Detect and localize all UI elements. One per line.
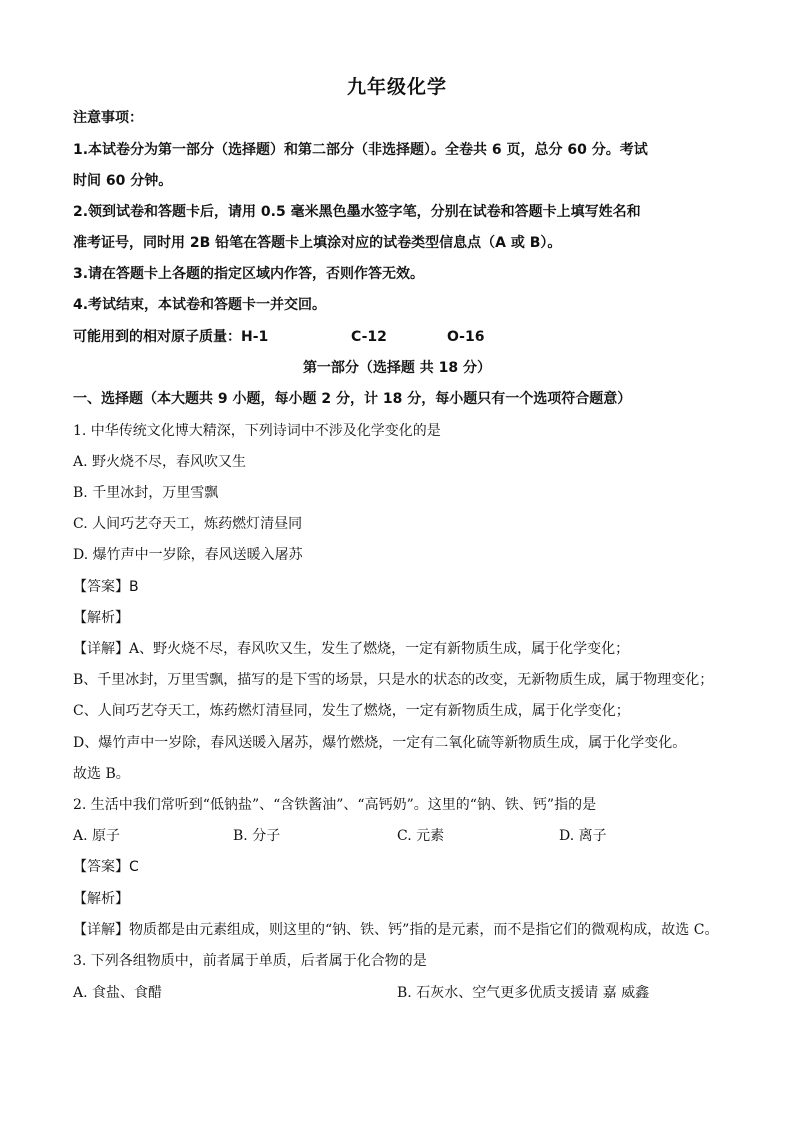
answer-tag: 【答案】: [73, 859, 129, 875]
atomic-mass-label: 可能用到的相对原子质量：H-1: [73, 329, 269, 345]
q1-detail: B、千里冰封，万里雪飘，描写的是下雪的场景，只是水的状态的改变，无新物质生成，属于物理变化；: [73, 672, 714, 688]
answer-value: B: [129, 579, 139, 595]
q3-option-a: A. 食盐、食醋: [73, 985, 163, 1001]
notice-item: 时间 60 分钟。: [73, 173, 173, 189]
q2-stem: 2. 生活中我们常听到“低钠盐”、“含铁酱油”、“高钙奶”。这里的“钠、铁、钙”指的是: [73, 797, 597, 813]
part1-heading: 第一部分（选择题 共 18 分）: [302, 360, 492, 376]
q3-stem: 3. 下列各组物质中，前者属于单质，后者属于化合物的是: [73, 953, 427, 969]
q2-option-d: D. 离子: [559, 828, 607, 844]
q2-detail: 【详解】物质都是由元素组成，则这里的“钠、铁、钙”指的是元素，而不是指它们的微观构成，故选 C。: [73, 922, 719, 938]
q1-detail: 故选 B。: [73, 766, 130, 782]
notice-item: 1.本试卷分为第一部分（选择题）和第二部分（非选择题）。全卷共 6 页，总分 60 分。考试: [73, 142, 648, 158]
q1-detail: 【详解】A、野火烧不尽，春风吹又生，发生了燃烧，一定有新物质生成，属于化学变化；: [73, 641, 630, 657]
atomic-mass-c: C-12: [351, 329, 387, 345]
q2-option-c: C. 元素: [397, 828, 445, 844]
q1-stem: 1. 中华传统文化博大精深，下列诗词中不涉及化学变化的是: [73, 423, 441, 439]
q1-option-c: C. 人间巧艺夺天工，炼药燃灯清昼同: [73, 516, 303, 532]
q2-option-b: B. 分子: [233, 828, 281, 844]
q1-detail: D、爆竹声中一岁除，春风送暖入屠苏，爆竹燃烧，一定有二氧化硫等新物质生成，属于化学变化。: [73, 735, 687, 751]
q3-option-b: B. 石灰水、空气更多优质支援请 嘉 威鑫: [397, 985, 650, 1001]
q1-option-a: A. 野火烧不尽，春风吹又生: [73, 454, 247, 470]
notice-heading: 注意事项：: [73, 110, 143, 126]
q1-option-d: D. 爆竹声中一岁除，春风送暖入屠苏: [73, 547, 303, 563]
notice-item: 4.考试结束，本试卷和答题卡一并交回。: [73, 297, 327, 313]
atomic-mass-o: O-16: [447, 329, 485, 345]
q2-answer: [73, 857, 139, 877]
q1-analysis-tag: 【解析】: [73, 610, 129, 626]
notice-item: 准考证号，同时用 2B 铅笔在答题卡上填涂对应的试卷类型信息点（A 或 B）。: [73, 235, 562, 251]
notice-item: 2.领到试卷和答题卡后，请用 0.5 毫米黑色墨水签字笔，分别在试卷和答题卡上填写姓名和: [73, 204, 641, 220]
answer-value: C: [129, 859, 139, 875]
q2-option-a: A. 原子: [73, 828, 121, 844]
q1-answer: [73, 577, 139, 597]
q1-option-b: B. 千里冰封，万里雪飘: [73, 485, 219, 501]
answer-tag: 【答案】: [73, 579, 129, 595]
atomic-mass-line: [73, 327, 485, 347]
q1-detail: C、人间巧艺夺天工，炼药燃灯清昼同，发生了燃烧，一定有新物质生成，属于化学变化；: [73, 703, 630, 719]
notice-item: 3.请在答题卡上各题的指定区域内作答，否则作答无效。: [73, 266, 425, 282]
q2-analysis-tag: 【解析】: [73, 891, 129, 907]
page-title: 九年级化学: [346, 76, 447, 98]
section1-heading: 一、选择题（本大题共 9 小题，每小题 2 分，计 18 分，每小题只有一个选项符合题意）: [73, 391, 632, 407]
